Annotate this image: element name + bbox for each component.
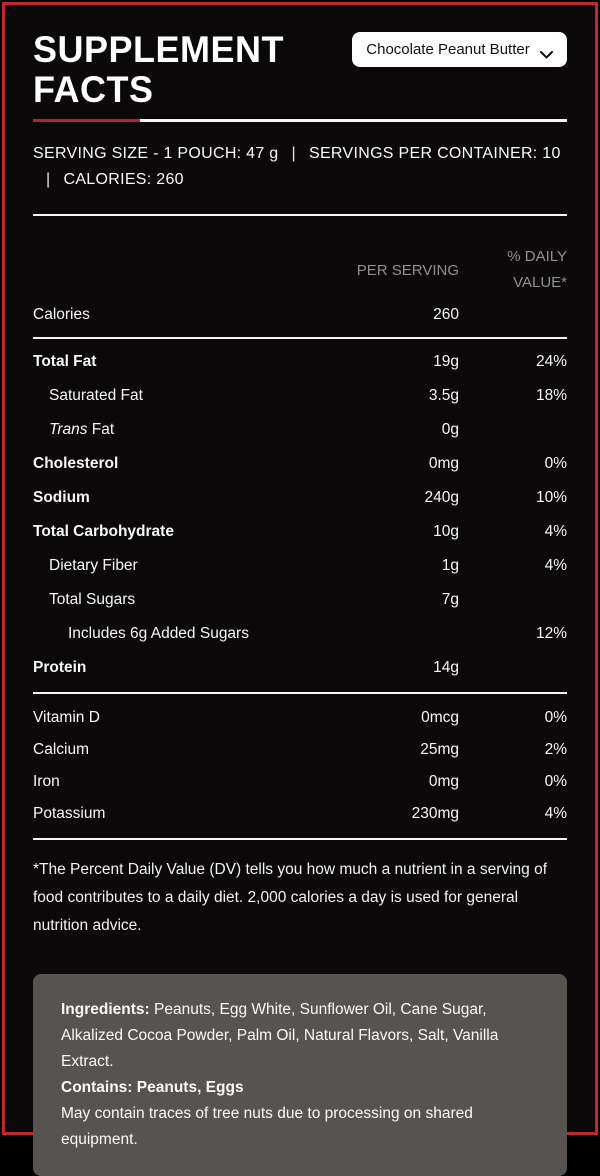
row-amount: 260 [339, 306, 459, 324]
row-amount: 3.5g [339, 387, 459, 405]
separator: | [46, 167, 50, 193]
row-label: Includes 6g Added Sugars [33, 625, 339, 643]
row-label: Calcium [33, 741, 339, 759]
row-label: Cholesterol [33, 455, 339, 473]
row-added-sugars [33, 617, 567, 651]
row-amount: 0mg [339, 773, 459, 791]
row-potassium [33, 798, 567, 830]
row-calcium [33, 734, 567, 766]
row-protein [33, 651, 567, 685]
divider [33, 692, 567, 694]
title-divider-white [140, 119, 567, 122]
row-total-carbohydrate [33, 515, 567, 549]
row-label: Protein [33, 659, 339, 677]
title-divider [33, 119, 567, 122]
daily-value-header: % DAILY VALUE* [459, 244, 567, 296]
row-dv: 4% [459, 523, 567, 541]
row-dv: 10% [459, 489, 567, 507]
row-amount: 14g [339, 659, 459, 677]
daily-value-footnote: *The Percent Daily Value (DV) tells you how much a nutrient in a serving of food contributes to a daily diet. 2,000 calories a day is used for general nutrition advice. [33, 856, 567, 940]
row-amount: 25mg [339, 741, 459, 759]
row-label: Total Carbohydrate [33, 523, 339, 541]
row-amount: 230mg [339, 805, 459, 823]
row-calories [33, 298, 567, 332]
divider [33, 337, 567, 339]
row-total-sugars [33, 583, 567, 617]
row-amount: 240g [339, 489, 459, 507]
ingredients-box [33, 974, 567, 1176]
row-amount: 19g [339, 353, 459, 371]
calories-summary: CALORIES: 260 [63, 167, 183, 193]
row-amount: 10g [339, 523, 459, 541]
flavor-select-value: Chocolate Peanut Butter [366, 41, 529, 58]
row-label: Dietary Fiber [33, 557, 339, 575]
row-label: Sodium [33, 489, 339, 507]
ingredients-text: Peanuts, Egg White, Sunflower Oil, Cane Sugar, Alkalized Cocoa Powder, Palm Oil, Natural Flavors, Salt, Vanilla Extract. [61, 1001, 498, 1070]
row-amount: 1g [339, 557, 459, 575]
servings-per-container: SERVINGS PER CONTAINER: 10 [309, 141, 561, 167]
row-dietary-fiber [33, 549, 567, 583]
ingredients-line [61, 997, 539, 1075]
row-cholesterol [33, 447, 567, 481]
row-label: Calories [33, 306, 339, 324]
minerals-table [33, 702, 567, 830]
table-column-headers [33, 244, 567, 296]
row-label: Potassium [33, 805, 339, 823]
row-dv: 4% [459, 805, 567, 823]
row-saturated-fat [33, 379, 567, 413]
panel-header [33, 30, 567, 106]
per-serving-header: PER SERVING [339, 262, 459, 279]
row-label: Total Fat [33, 353, 339, 371]
row-dv: 24% [459, 353, 567, 371]
row-label: Total Sugars [33, 591, 339, 609]
nutrients-table [33, 345, 567, 685]
row-sodium [33, 481, 567, 515]
divider [33, 838, 567, 840]
row-trans-fat [33, 413, 567, 447]
row-vitamin-d [33, 702, 567, 734]
row-label: Iron [33, 773, 339, 791]
row-dv: 2% [459, 741, 567, 759]
row-amount: 0g [339, 421, 459, 439]
row-amount: 7g [339, 591, 459, 609]
trans-italic: Trans [49, 421, 87, 438]
row-total-fat [33, 345, 567, 379]
row-label [33, 421, 339, 439]
supplement-facts-panel [2, 2, 598, 1135]
title-line-2: FACTS [33, 70, 567, 110]
serving-size: SERVING SIZE - 1 POUCH: 47 g [33, 141, 279, 167]
serving-info [33, 141, 567, 193]
row-dv: 18% [459, 387, 567, 405]
allergen-disclaimer: May contain traces of tree nuts due to processing on shared equipment. [61, 1101, 539, 1153]
row-dv: 0% [459, 773, 567, 791]
row-iron [33, 766, 567, 798]
row-dv: 0% [459, 709, 567, 727]
ingredients-label: Ingredients: [61, 1001, 150, 1018]
chevron-down-icon [540, 46, 553, 54]
row-label: Vitamin D [33, 709, 339, 727]
title-line-1: SUPPLEMENT [33, 30, 567, 70]
title-divider-red [33, 119, 140, 122]
flavor-select[interactable] [352, 32, 567, 67]
row-dv: 12% [459, 625, 567, 643]
separator: | [292, 141, 296, 167]
divider [33, 214, 567, 216]
row-label: Saturated Fat [33, 387, 339, 405]
trans-rest: Fat [87, 421, 114, 438]
row-amount: 0mg [339, 455, 459, 473]
row-amount: 0mcg [339, 709, 459, 727]
row-dv: 0% [459, 455, 567, 473]
row-dv: 4% [459, 557, 567, 575]
contains-line: Contains: Peanuts, Eggs [61, 1075, 539, 1101]
